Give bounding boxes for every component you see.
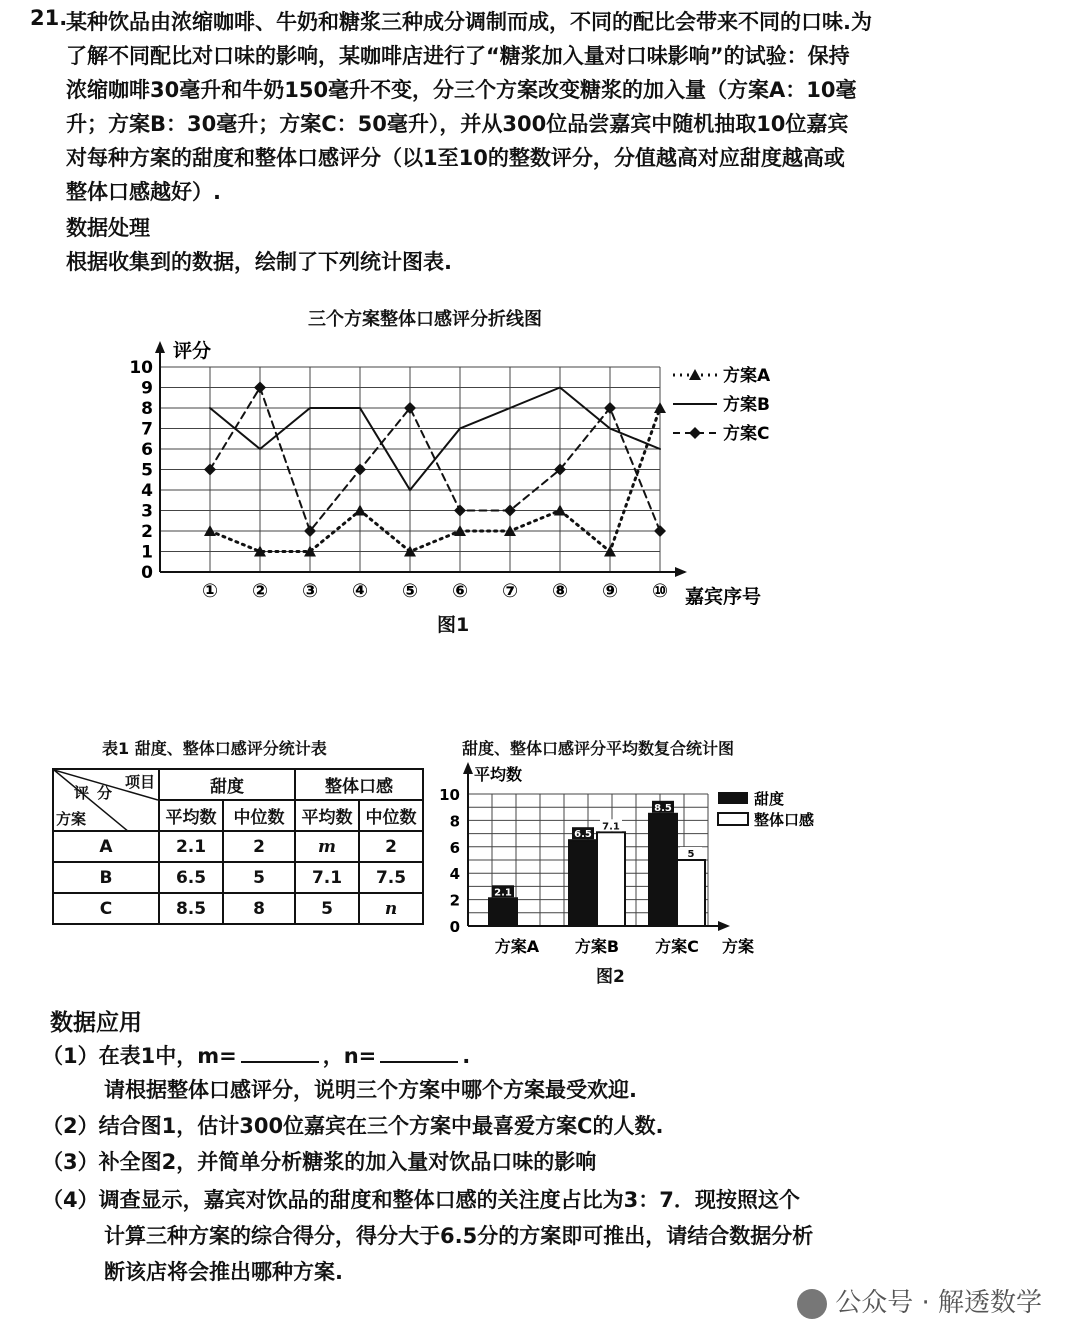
y-axis-label: 评分	[173, 340, 212, 362]
cell: 8	[223, 893, 295, 924]
cell: m	[295, 831, 359, 862]
group-overall: 整体口感	[295, 769, 423, 800]
cell: 6.5	[159, 862, 223, 893]
x-tick-label: ②	[251, 580, 269, 602]
problem-line-3: 浓缩咖啡30毫升和牛奶150毫升不变，分三个方案改变糖浆的加入量（方案A：10毫	[66, 78, 857, 102]
row-plan: C	[53, 893, 159, 924]
bar-overall	[597, 832, 625, 926]
table1-title: 表1 甜度、整体口感评分统计表	[102, 739, 327, 758]
legend-label: 方案C	[723, 424, 770, 444]
legend-label: 方案B	[723, 395, 770, 415]
x-axis-label: 方案	[722, 937, 755, 956]
blank-m[interactable]	[241, 1061, 319, 1063]
diag-score-label: 评分	[74, 784, 121, 802]
y-tick-label: 0	[449, 918, 460, 936]
y-tick-label: 6	[449, 838, 460, 857]
y-tick-label: 2	[141, 522, 153, 542]
col-overall-median: 中位数	[359, 800, 423, 831]
x-tick-label: ⑥	[451, 580, 469, 602]
point-marker-c	[454, 505, 466, 517]
cell: 5	[295, 893, 359, 924]
cell: 7.5	[359, 862, 423, 893]
table-row	[53, 893, 423, 924]
y-tick-label: 9	[141, 378, 153, 399]
cell: n	[359, 893, 423, 924]
problem-line-2: 了解不同配比对口味的影响，某咖啡店进行了“糖浆加入量对口味影响”的试验：保持	[66, 44, 850, 68]
point-marker-c	[354, 464, 366, 476]
x-axis-arrow	[675, 567, 687, 577]
legend-label: 甜度	[754, 790, 785, 808]
y-tick-label: 4	[141, 481, 153, 501]
cell: 7.1	[295, 862, 359, 893]
x-tick-label: ⑩	[651, 580, 669, 602]
fig1-caption: 图1	[437, 614, 470, 636]
y-tick-label: 0	[141, 563, 153, 583]
cell: 5	[223, 862, 295, 893]
table-row	[53, 862, 423, 893]
x-tick-label: ⑧	[551, 580, 569, 602]
question-4-line-3: 断该店将会推出哪种方案.	[104, 1260, 343, 1284]
q1-text-b: ，n=	[322, 1044, 377, 1068]
table1-diagonal-header	[53, 769, 159, 831]
x-tick-label: ⑨	[601, 580, 619, 602]
group-sweet: 甜度	[159, 769, 295, 800]
diag-item-label: 项目	[124, 773, 155, 791]
x-tick-label: ⑦	[501, 580, 519, 602]
x-tick-label: ③	[301, 580, 319, 602]
y-tick-label: 8	[449, 812, 460, 831]
watermark-text: 公众号 · 解透数学	[835, 1288, 1042, 1318]
table1	[52, 768, 424, 925]
y-tick-label: 10	[439, 786, 460, 804]
bar-sweet	[569, 840, 597, 926]
x-axis-arrow	[718, 921, 730, 931]
y-axis-arrow	[155, 341, 165, 353]
cell: 8.5	[159, 893, 223, 924]
point-marker-c	[254, 382, 266, 394]
problem-line-6: 整体口感越好）.	[66, 180, 221, 204]
table-row	[53, 831, 423, 862]
legend-marker	[689, 369, 701, 380]
data-label: 6.5	[574, 829, 592, 841]
series-line-3	[210, 388, 660, 532]
question-4-line-2: 计算三种方案的综合得分，得分大于6.5分的方案即可推出，请结合数据分析	[104, 1224, 814, 1248]
problem-line-1: 某种饮品由浓缩咖啡、牛奶和糖浆三种成分调制而成，不同的配比会带来不同的口味.为	[66, 10, 872, 34]
y-axis-label: 平均数	[474, 765, 523, 784]
fig1-title: 三个方案整体口感评分折线图	[308, 309, 542, 330]
y-axis-arrow	[463, 762, 473, 774]
col-sweet-median: 中位数	[223, 800, 295, 831]
x-tick-label: 方案C	[655, 937, 699, 956]
legend-swatch-overall	[718, 813, 748, 825]
x-axis-label: 嘉宾序号	[685, 586, 762, 605]
point-marker-c	[204, 464, 216, 476]
legend-marker	[689, 427, 701, 439]
data-label: 2.1	[494, 887, 512, 899]
data-label: 8.5	[654, 802, 672, 814]
processing-text: 根据收集到的数据，绘制了下列统计图表.	[66, 250, 452, 274]
x-tick-label: 方案A	[494, 937, 540, 956]
q1-text-a: （1）在表1中，m=	[42, 1044, 237, 1068]
col-sweet-mean: 平均数	[159, 800, 223, 831]
question-2: （2）结合图1，估计300位嘉宾在三个方案中最喜爱方案C的人数.	[42, 1114, 664, 1138]
blank-n[interactable]	[380, 1061, 458, 1063]
section-data-application: 数据应用	[50, 1010, 142, 1036]
y-tick-label: 2	[449, 891, 460, 910]
x-tick-label: ①	[201, 580, 219, 602]
y-tick-label: 1	[141, 542, 153, 563]
question-1-line-2: 请根据整体口感评分，说明三个方案中哪个方案最受欢迎.	[104, 1078, 637, 1102]
y-tick-label: 8	[141, 399, 153, 419]
legend-label: 方案A	[723, 366, 771, 386]
data-label: 7.1	[602, 821, 620, 833]
section-data-processing: 数据处理	[66, 216, 150, 240]
question-3: （3）补全图2，并简单分析糖浆的加入量对饮品口味的影响	[42, 1150, 597, 1174]
data-label: 5	[687, 849, 695, 860]
wechat-icon	[797, 1289, 827, 1319]
point-marker-c	[654, 525, 666, 537]
row-plan: B	[53, 862, 159, 893]
legend-swatch-sweet	[718, 792, 748, 804]
watermark	[797, 1282, 1042, 1319]
y-tick-label: 10	[129, 358, 153, 378]
cell: 2.1	[159, 831, 223, 862]
q1-text-c: .	[462, 1044, 471, 1068]
legend-label: 整体口感	[754, 811, 815, 829]
y-tick-label: 4	[449, 865, 460, 884]
col-overall-mean: 平均数	[295, 800, 359, 831]
problem-number: 21.	[30, 6, 68, 30]
question-1	[42, 1040, 470, 1070]
fig2-bar-chart	[436, 762, 836, 962]
x-tick-label: ④	[351, 580, 369, 602]
y-tick-label: 6	[141, 440, 153, 460]
fig1-line-chart	[125, 335, 785, 605]
cell: 2	[223, 831, 295, 862]
bar-overall	[677, 860, 705, 926]
cell: 2	[359, 831, 423, 862]
x-tick-label: ⑤	[401, 580, 419, 602]
bar-sweet	[649, 814, 677, 926]
problem-line-5: 对每种方案的甜度和整体口感评分（以1至10的整数评分，分值越高对应甜度越高或	[66, 146, 845, 170]
question-4-line-1: （4）调查显示，嘉宾对饮品的甜度和整体口感的关注度占比为3：7．现按照这个	[42, 1188, 800, 1212]
x-tick-label: 方案B	[574, 937, 620, 956]
y-tick-label: 7	[141, 419, 153, 440]
row-plan: A	[53, 831, 159, 862]
bar-sweet	[489, 898, 517, 926]
problem-line-4: 升；方案B：30毫升；方案C：50毫升），并从300位品尝嘉宾中随机抽取10位嘉宾	[66, 112, 849, 136]
fig2-caption: 图2	[596, 967, 625, 987]
y-tick-label: 3	[141, 501, 153, 522]
y-tick-label: 5	[141, 460, 153, 481]
fig2-title: 甜度、整体口感评分平均数复合统计图	[462, 739, 735, 758]
diag-plan-label: 方案	[56, 810, 87, 828]
